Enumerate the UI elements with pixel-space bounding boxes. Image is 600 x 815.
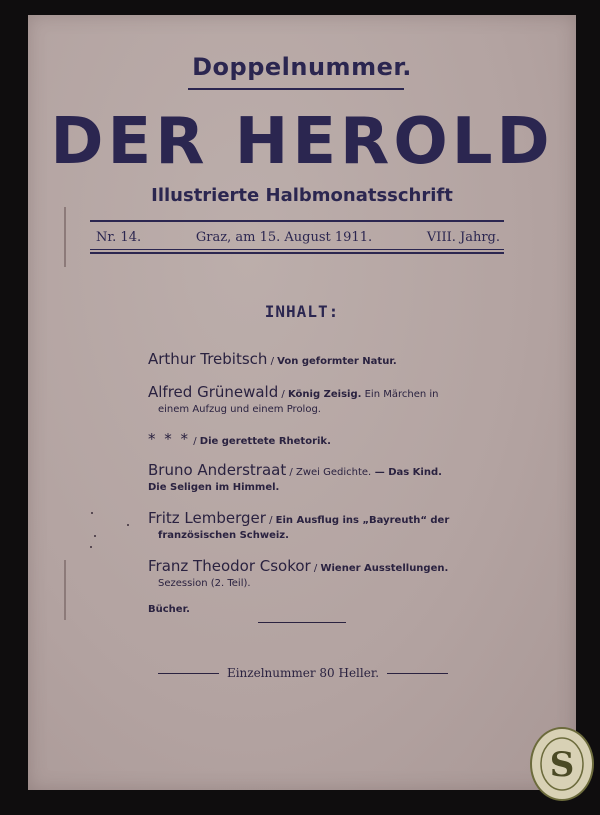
contents-entry [148,428,468,450]
entry-continuation: Die Seligen im Himmel. [148,481,280,493]
staple-mark [64,207,66,267]
seal-monogram-icon [537,734,587,794]
speck [91,512,93,514]
contents-heading: INHALT: [264,302,340,321]
entry-separator: / [278,389,288,400]
contents-entry [148,381,468,416]
issue-number: Nr. 14. [96,229,142,245]
speck [127,524,129,526]
entry-separator: / [190,436,200,447]
entry-title: König Zeisig. [287,389,362,400]
entry-title: Zwei Gedichte. [295,467,372,478]
bottom-rule-thick [90,252,504,254]
issue-date: Graz, am 15. August 1911. [195,229,373,245]
entry-separator: / [310,563,321,574]
top-rule [90,220,504,222]
entry-author: Fritz Lemberger [148,509,266,527]
masthead-subtitle: Illustrierte Halbmonatsschrift [151,185,453,206]
books-entry: Bücher. [148,604,190,615]
entry-separator: / [265,515,276,526]
speck [90,546,92,548]
entry-author: Arthur Trebitsch [148,350,268,368]
section-divider [258,622,346,623]
bottom-rule-thin [90,249,504,250]
entry-title: Die gerettete Rhetorik. [199,436,331,447]
entry-extra: Ein Märchen in [361,389,439,400]
entry-title: Ein Ausflug ins „Bayreuth“ der [275,515,450,526]
entry-title: Wiener Ausstellungen. [320,563,449,574]
entry-title: Von geformter Natur. [277,356,397,367]
entry-continuation: einem Aufzug und einem Prolog. [158,403,321,415]
staple-mark [64,560,66,620]
kicker-label: Doppelnummer. [192,53,412,81]
entry-extra: — Das Kind. [371,467,442,478]
issue-line [96,226,500,248]
contents-entry [148,459,468,494]
price-label: Einzelnummer 80 Heller. [226,666,380,680]
entry-author: Alfred Grünewald [148,383,279,401]
price-rule-left [158,673,219,674]
price-rule-right [387,673,448,674]
entry-continuation: französischen Schweiz. [158,529,289,541]
kicker-rule [188,88,404,90]
contents-entry [148,507,468,542]
issue-year: VIII. Jahrg. [426,229,500,245]
entry-separator: / [286,467,296,478]
seal-letter: S [549,745,575,785]
entry-author: Franz Theodor Csokor [148,557,311,575]
entry-author: * * * [148,430,191,448]
entry-author: Bruno Anderstraat [148,461,287,479]
dealer-seal [530,727,594,801]
magazine-cover [28,15,576,790]
masthead-title: DER HEROLD [50,105,554,179]
contents-entry [148,348,468,370]
entry-separator: / [267,356,278,367]
price-line [158,666,448,680]
contents-entry [148,555,468,590]
entry-continuation: Sezession (2. Teil). [158,577,251,589]
speck [94,535,96,537]
